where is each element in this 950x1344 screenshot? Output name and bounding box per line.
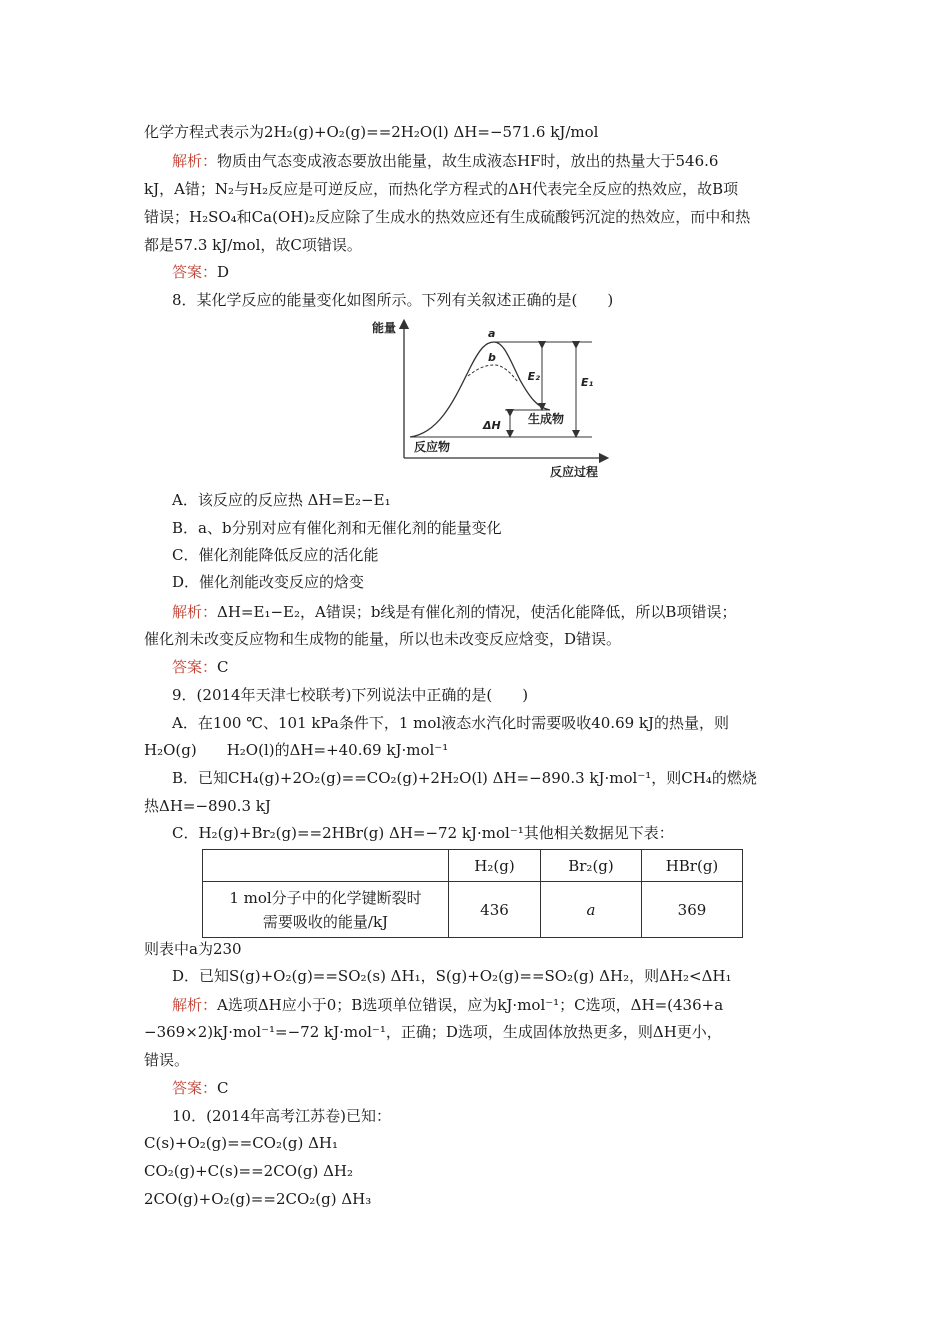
line-text: 9．(2014年天津七校联考)下列说法中正确的是( ): [172, 686, 529, 704]
line-text: CO₂(g)+C(s)==2CO(g) ΔH₂: [144, 1162, 353, 1180]
table-cell: 436: [449, 882, 541, 938]
option-text: A．在100 ℃、101 kPa条件下，1 mol液态水汽化时需要吸收40.69 kJ的热量，则: [172, 714, 730, 732]
e1-label: E₁: [581, 376, 594, 389]
explanation-line: [144, 179, 738, 199]
table-header-cell: Br₂(g): [541, 850, 642, 882]
energy-diagram: [370, 318, 620, 483]
table-row: [203, 882, 743, 938]
question-8-stem: [172, 290, 613, 310]
option-a: [172, 713, 729, 733]
option-text: B．已知CH₄(g)+2O₂(g)==CO₂(g)+2H₂O(l) ΔH=−890.3 kJ·mol⁻¹，则CH₄的燃烧: [172, 769, 757, 787]
option-c: [172, 823, 674, 843]
e2-label: E₂: [527, 370, 540, 383]
explanation-label: 解析：: [172, 603, 218, 621]
equation-line: [144, 1161, 353, 1181]
option-text: H₂O(g) H₂O(l)的ΔH=+40.69 kJ·mol⁻¹: [144, 741, 449, 759]
x-axis-label: 反应过程: [550, 465, 599, 479]
curve-b-label: b: [488, 351, 496, 364]
answer-line: [172, 1078, 229, 1098]
option-c-cont: [144, 939, 242, 959]
bond-energy-table: [202, 849, 743, 938]
option-d: [172, 572, 364, 592]
option-b: [172, 768, 757, 788]
answer-value: D: [217, 263, 230, 281]
line-text: 物质由气态变成液态要放出能量，故生成液态HF时，放出的热量大于546.6: [217, 152, 719, 170]
option-a-cont: [144, 740, 448, 760]
table-cell: a: [541, 882, 642, 938]
explanation-line: [144, 1050, 189, 1070]
explanation-line: [144, 207, 750, 227]
line-text: −369×2)kJ·mol⁻¹=−72 kJ·mol⁻¹，正确；D选项，生成固体放热更多，则ΔH更小，: [144, 1023, 722, 1041]
explanation-line: [144, 235, 362, 255]
option-text: C．催化剂能降低反应的活化能: [172, 546, 379, 564]
table-header-row: [203, 850, 743, 882]
equation-line: [144, 1189, 371, 1209]
line-text: 错误；H₂SO₄和Ca(OH)₂反应除了生成水的热效应还有生成硫酸钙沉淀的热效应，而中和热: [144, 208, 751, 226]
option-a: [172, 490, 391, 510]
curve-a-label: a: [488, 327, 496, 340]
table-header-cell: HBr(g): [642, 850, 743, 882]
line-text: 2CO(g)+O₂(g)==2CO₂(g) ΔH₃: [144, 1190, 372, 1208]
question-10-stem: [172, 1106, 391, 1126]
explanation-line: [172, 995, 723, 1015]
explanation-label: 解析：: [172, 996, 218, 1014]
line-text: ΔH=E₁−E₂，A错误；b线是有催化剂的情况，使活化能降低，所以B项错误；: [217, 603, 737, 621]
option-b: [172, 518, 502, 538]
answer-line: [172, 657, 229, 677]
answer-label: 答案：: [172, 658, 218, 676]
explanation-line: [172, 602, 736, 622]
line-text: kJ，A错；N₂与H₂反应是可逆反应，而热化学方程式的ΔH代表完全反应的热效应，故B项: [144, 180, 739, 198]
option-text: C．H₂(g)+Br₂(g)==2HBr(g) ΔH=−72 kJ·mol⁻¹其他相关数据见下表：: [172, 824, 674, 842]
explanation-line: [144, 629, 621, 649]
option-text: 则表中a为230: [144, 940, 242, 958]
line-text: C(s)+O₂(g)==CO₂(g) ΔH₁: [144, 1134, 338, 1152]
dh-label: ΔH: [483, 419, 501, 432]
option-text: D．已知S(g)+O₂(g)==SO₂(s) ΔH₁，S(g)+O₂(g)==SO₂(g) ΔH₂，则ΔH₂<ΔH₁: [172, 967, 732, 985]
option-text: D．催化剂能改变反应的焓变: [172, 573, 365, 591]
table-header-cell: H₂(g): [449, 850, 541, 882]
line-text: 都是57.3 kJ/mol，故C项错误。: [144, 236, 362, 254]
option-text: 热ΔH=−890.3 kJ: [144, 797, 271, 815]
line-text: 化学方程式表示为2H₂(g)+O₂(g)==2H₂O(l) ΔH=−571.6 kJ/mol: [144, 123, 599, 141]
product-label: 生成物: [528, 412, 565, 426]
table-row-label: [203, 882, 449, 938]
question-9-stem: [172, 685, 528, 705]
line-text: 10．(2014年高考江苏卷)已知：: [172, 1107, 391, 1125]
y-axis-label: 能量: [372, 321, 397, 335]
option-text: B．a、b分别对应有催化剂和无催化剂的能量变化: [172, 519, 502, 537]
option-text: A．该反应的反应热 ΔH=E₂−E₁: [172, 491, 391, 509]
explanation-line: [172, 151, 718, 171]
row-label-line: 1 mol分子中的化学键断裂时: [229, 888, 422, 907]
line-text: 催化剂未改变反应物和生成物的能量，所以也未改变反应焓变，D错误。: [144, 630, 622, 648]
answer-label: 答案：: [172, 1079, 218, 1097]
row-label-line: 需要吸收的能量/kJ: [262, 912, 389, 931]
curve-b: [468, 365, 518, 382]
reactant-label: 反应物: [414, 440, 451, 454]
table-cell: 369: [642, 882, 743, 938]
answer-line: [172, 262, 229, 282]
line-text: 错误。: [144, 1051, 190, 1069]
option-b-cont: [144, 796, 271, 816]
line-text: 8．某化学反应的能量变化如图所示。下列有关叙述正确的是( ): [172, 291, 614, 309]
answer-label: 答案：: [172, 263, 218, 281]
option-c: [172, 545, 378, 565]
option-d: [172, 966, 732, 986]
table-header-cell: [203, 850, 449, 882]
answer-value: C: [217, 1079, 229, 1097]
line-text: A选项ΔH应小于0；B选项单位错误，应为kJ·mol⁻¹；C选项，ΔH=(436+a: [217, 996, 724, 1014]
answer-value: C: [217, 658, 229, 676]
explanation-label: 解析：: [172, 152, 218, 170]
explanation-line: [144, 1022, 722, 1042]
equation-line: [144, 1133, 338, 1153]
equation-line: [144, 122, 598, 142]
